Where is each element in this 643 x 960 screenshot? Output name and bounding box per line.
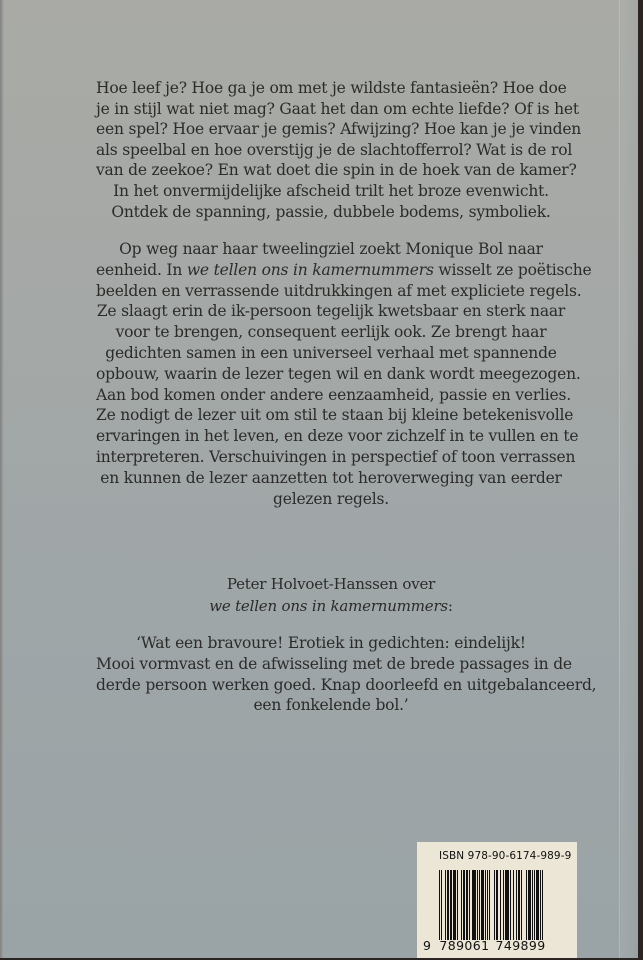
blurb-paragraph-1 [96, 78, 582, 222]
quote-line: Mooi vormvast en de afwisseling met de brede passages in de [96, 654, 572, 673]
quote-line: een fonkelende bol.’ [253, 696, 409, 715]
barcode-bar [542, 870, 543, 940]
isbn-text: ISBN 978-90-6174-989-9 [439, 850, 572, 862]
title-colon: : [447, 597, 453, 615]
blurb-line: Aan bod komen onder andere eenzaamheid, passie en verlies. [96, 385, 572, 404]
blurb-line: een spel? Hoe ervaar je gemis? Afwijzing? Hoe kan je je vinden [96, 120, 582, 139]
blurb-line: opbouw, waarin de lezer tegen wil en dank wordt meegezogen. [96, 364, 581, 383]
review-quote [96, 633, 597, 716]
reviewer-name: Peter Holvoet-Hanssen over [226, 575, 436, 593]
blurb-line-with-title [96, 260, 592, 281]
isbn-barcode-label [417, 842, 577, 958]
blurb-line: als speelbal en hoe overstijg je de slachtofferrol? Wat is de rol [96, 140, 573, 159]
blurb-line: voor te brengen, consequent eerlijk ook. Ze brengt haar [115, 323, 547, 342]
ean-group-1: 789061 [439, 938, 490, 953]
barcode-bars [439, 870, 561, 940]
quote-line: ‘Wat een bravoure! Erotiek in gedichten: eindelijk! [136, 634, 526, 652]
blurb-line: je in stijl wat niet mag? Gaat het dan om echte liefde? Of is het [96, 99, 579, 118]
blurb-line: Hoe leef je? Hoe ga je om met je wildste fantasieën? Hoe doe [96, 79, 567, 97]
blurb-line: Ze slaagt erin de ik-persoon tegelijk kwetsbaar en sterk naar [96, 302, 566, 321]
blurb-text: wisselt ze poëtische [433, 260, 592, 279]
review-book-title [96, 595, 566, 617]
blurb-line: Ontdek de spanning, passie, dubbele bodems, symboliek. [111, 202, 551, 221]
review-attribution [96, 573, 566, 617]
book-title-italic: we tellen ons in kamernummers [186, 260, 434, 279]
blurb-line: Ze nodigt de lezer uit om stil te staan bij kleine betekenisvolle [96, 406, 574, 425]
ean-group-2: 749899 [495, 938, 546, 953]
blurb-line: In het onvermijdelijke afscheid trilt het broze evenwicht. [113, 181, 549, 200]
blurb-paragraph-2 [96, 239, 592, 509]
blurb-text: eenheid. In [96, 260, 187, 279]
blurb-line: gelezen regels. [273, 489, 389, 508]
blurb-line: interpreteren. Verschuivingen in perspectief of toon verrassen [96, 447, 576, 466]
book-title-italic: we tellen ons in kamernummers [209, 597, 448, 615]
ean-digits [423, 938, 546, 953]
ean-first-digit: 9 [423, 938, 432, 953]
blurb-line: van de zeekoe? En wat doet die spin in de hoek van de kamer? [96, 161, 577, 180]
blurb-line: en kunnen de lezer aanzetten tot heroverweging van eerder [100, 468, 562, 487]
blurb-line: beelden en verrassende uitdrukkingen af met expliciete regels. [96, 281, 582, 300]
blurb-line: Op weg naar haar tweelingziel zoekt Monique Bol naar [119, 240, 543, 258]
cover-edge [621, 0, 638, 958]
blurb-line: ervaringen in het leven, en deze voor zichzelf in te vullen en te [96, 427, 579, 446]
quote-line: derde persoon werken goed. Knap doorleefd en uitgebalanceerd, [96, 675, 597, 694]
blurb-line: gedichten samen in een universeel verhaal met spannende [105, 343, 557, 362]
